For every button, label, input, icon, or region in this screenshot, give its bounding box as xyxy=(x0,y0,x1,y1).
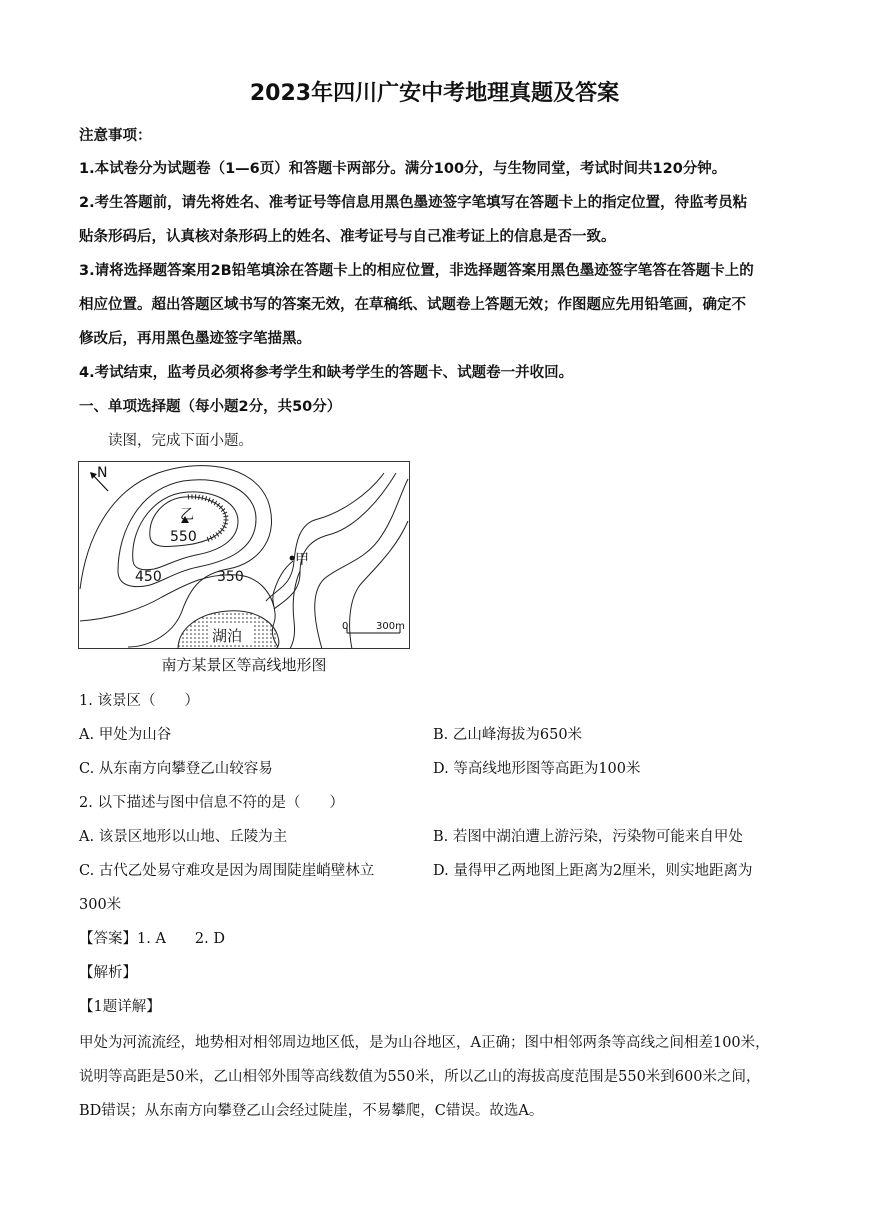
scale-end-label: 300m xyxy=(376,621,405,632)
contour-label-450: 450 xyxy=(135,569,162,585)
question-2-option-c: C. 古代乙处易守难攻是因为周围陡崖峭壁林立 xyxy=(79,863,375,879)
analysis-heading: 【解析】 xyxy=(79,965,137,981)
question-2-option-a: A. 该景区地形以山地、丘陵为主 xyxy=(79,829,288,845)
detail-line: BD错误；从东南方向攀登乙山会经过陡崖，不易攀爬，C错误。故选A。 xyxy=(79,1103,544,1119)
detail-heading: 【1题详解】 xyxy=(79,999,161,1015)
intro-text: 读图，完成下面小题。 xyxy=(108,433,253,449)
north-label: N xyxy=(97,465,108,481)
notice-line: 修改后，再用黑色墨迹签字笔描黑。 xyxy=(79,331,311,347)
notice-line: 1.本试卷分为试题卷（1—6页）和答题卡两部分。满分100分，与生物同堂，考试时间共120分钟。 xyxy=(79,161,727,177)
lake-label: 湖泊 xyxy=(212,627,243,645)
question-2-option-d-continued: 300米 xyxy=(79,897,122,913)
answer-line: 【答案】1. A 2. D xyxy=(79,931,225,947)
notice-line: 4.考试结束，监考员必须将参考学生和缺考学生的答题卡、试题卷一并收回。 xyxy=(79,365,574,381)
question-2-option-b: B. 若图中湖泊遭上游污染，污染物可能来自甲处 xyxy=(433,829,743,845)
scale-start-label: 0 xyxy=(342,621,349,632)
figure-caption: 南方某景区等高线地形图 xyxy=(161,656,327,674)
detail-line: 说明等高距是50米，乙山相邻外围等高线数值为550米，所以乙山的海拔高度范围是550米到600米之间， xyxy=(79,1069,761,1085)
contour-map xyxy=(78,461,410,649)
point-jia-label: 甲 xyxy=(295,552,309,568)
notice-heading: 注意事项： xyxy=(79,128,152,144)
question-1-option-c: C. 从东南方向攀登乙山较容易 xyxy=(79,761,273,777)
notice-line: 贴条形码后，认真核对条形码上的姓名、准考证号与自己准考证上的信息是否一致。 xyxy=(79,229,616,245)
peak-label: 乙 xyxy=(180,507,194,523)
contour-label-550: 550 xyxy=(170,529,197,545)
point-jia-icon xyxy=(290,556,295,561)
notice-line: 2.考生答题前，请先将姓名、准考证号等信息用黑色墨迹签字笔填写在答题卡上的指定位置，待监考员粘 xyxy=(79,195,748,211)
question-2-stem: 2. 以下描述与图中信息不符的是（ ） xyxy=(79,795,344,811)
notice-line: 3.请将选择题答案用2B铅笔填涂在答题卡上的相应位置，非选择题答案用黑色墨迹签字笔答在答题卡上的 xyxy=(79,263,754,279)
exam-title: 2023年四川广安中考地理真题及答案 xyxy=(249,81,620,106)
detail-line: 甲处为河流流经，地势相对相邻周边地区低，是为山谷地区，A正确；图中相邻两条等高线之间相差100米， xyxy=(79,1035,770,1051)
question-1-option-d: D. 等高线地形图等高距为100米 xyxy=(433,761,641,777)
notice-line: 相应位置。超出答题区域书写的答案无效，在草稿纸、试题卷上答题无效；作图题应先用铅笔画，确定不 xyxy=(79,297,746,313)
section-heading: 一、单项选择题（每小题2分，共50分） xyxy=(79,399,342,415)
contour-label-350: 350 xyxy=(217,569,244,585)
question-1-option-a: A. 甲处为山谷 xyxy=(79,727,172,743)
question-1-stem: 1. 该景区（ ） xyxy=(79,693,199,709)
question-1-option-b: B. 乙山峰海拔为650米 xyxy=(433,727,583,743)
question-2-option-d: D. 量得甲乙两地图上距离为2厘米，则实地距离为 xyxy=(433,863,753,879)
